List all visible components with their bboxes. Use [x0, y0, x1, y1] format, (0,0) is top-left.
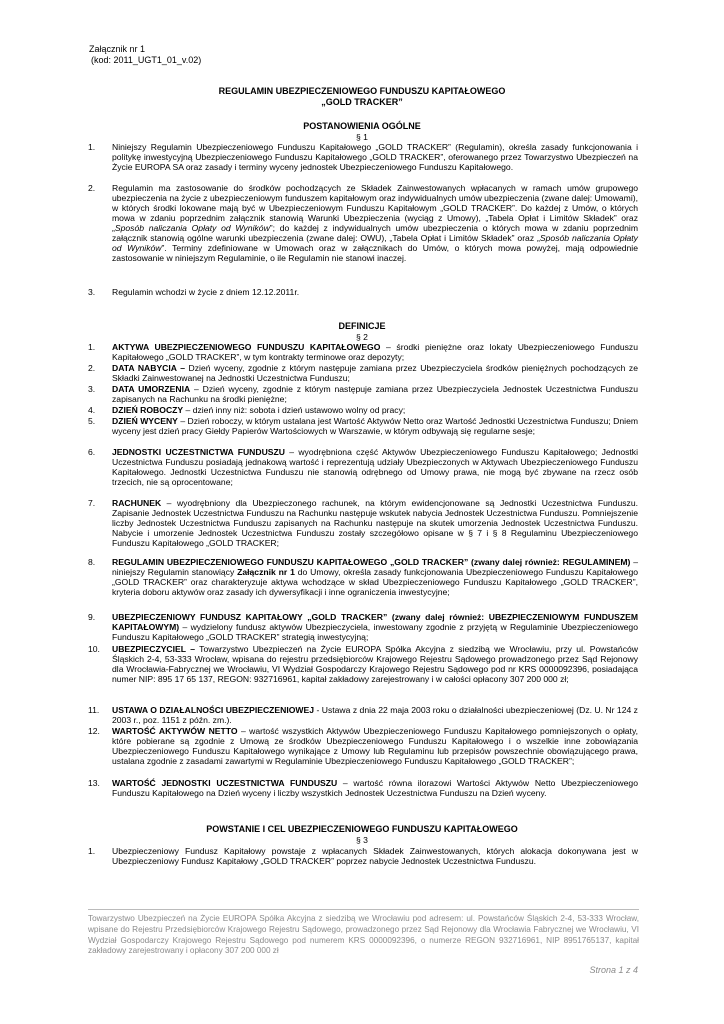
item-number: 4. — [88, 405, 96, 415]
item-number: 2. — [88, 363, 96, 373]
item-number: 1. — [88, 846, 96, 856]
definition-item-7: RACHUNEK – wyodrębniony dla Ubezpieczonego rachunek, na którym ewidencjonowane są Jednostki Uczestnictwa Funduszu. Zapisanie Jednostek Uczestnictwa Funduszu na Rachunku następuje wskutek nabycia Jednostek Uczestnictwa Funduszu. Pomniejszenie liczby Jednostek Uczestnictwa Funduszu zapisanych na Rachunku następuje na skutek umorzenia Jednostek Uczestnictwa Funduszu. Nabycie i umorzenie Jednostek Uczestnictwa Funduszu zostały szczegółowo opisane w § 7 i § 8 Regulaminu Ubezpieczeniowego Funduszu Kapitałowego „GOLD TRACKER; — [112, 498, 638, 549]
definition-item-5: DZIEŃ WYCENY – Dzień roboczy, w którym ustalana jest Wartość Aktywów Netto oraz Wartość Jednostki Uczestnictwa Funduszu; Dniem wyceny jest dzień pracy Giełdy Papierów Wartościowych w Warszawie, w którym odbywają się regularne sesje; — [112, 416, 639, 437]
attachment-header — [89, 44, 201, 66]
paragraph-mark-3: § 3 — [356, 835, 368, 845]
section-heading-definitions: DEFINICJE — [338, 321, 386, 331]
page-number: Strona 1 z 4 — [589, 965, 638, 975]
definition-item-13: WARTOŚĆ JEDNOSTKI UCZESTNICTWA FUNDUSZU – wartość równa ilorazowi Wartości Aktywów Netto Ubezpieczeniowego Funduszu Kapitałowego na Dzień wyceny i liczby wszystkich Jednostek Uczestnictwa Funduszu na Dzień wyceny. — [112, 778, 638, 799]
definition-item-3: DATA UMORZENIA – Dzień wyceny, zgodnie z którym następuje zamiana przez Ubezpieczyciela Jednostek Uczestnictwa Funduszu zapisanych na Rachunku na środki pieniężne; — [112, 384, 638, 405]
item-number: 11. — [88, 705, 100, 715]
paragraph-mark-2: § 2 — [356, 332, 368, 342]
creation-item-1: Ubezpieczeniowy Fundusz Kapitałowy powstaje z wpłacanych Składek Zainwestowanych, których alokacja dokonywana jest w Ubezpieczeniowy Fundusz Kapitałowy „GOLD TRACKER” poprzez nabycie Jednostek Uczestnictwa Funduszu. — [112, 846, 638, 867]
general-item-1: Niniejszy Regulamin Ubezpieczeniowego Funduszu Kapitałowego „GOLD TRACKER” (Regulamin), określa zasady funkcjonowania i politykę inwestycyjną Ubezpieczeniowego Funduszu Kapitałowego „GOLD TRACKER”, oferowanego przez Towarzystwo Ubezpieczeń na Życie EUROPA SA oraz zasady i terminy wyceny jednostek Ubezpieczeniowego Funduszu Kapitałowego. — [112, 142, 638, 173]
section-heading-general: POSTANOWIENIA OGÓLNE — [303, 121, 421, 131]
document-title: REGULAMIN UBEZPIECZENIOWEGO FUNDUSZU KAPITAŁOWEGO — [218, 86, 506, 96]
definition-item-6: JEDNOSTKI UCZESTNICTWA FUNDUSZU – wyodrębniona część Aktywów Ubezpieczeniowego Funduszu Kapitałowego; Jednostki Uczestnictwa Funduszu posiadają jednakową wartość i reprezentują udziały Ubezpieczonych w Aktywach Ubezpieczeniowego Funduszu Kapitałowego. Jednostki Uczestnictwa Funduszu nie stanowią odrębnego od Umowy prawa, nie mogą być zbywane na rzecz osób trzecich, nie są oprocentowane; — [112, 447, 638, 488]
item-number: 2. — [88, 183, 96, 193]
definition-item-4: DZIEŃ ROBOCZY – dzień inny niż: sobota i dzień ustawowo wolny od pracy; — [112, 405, 406, 415]
definition-item-12: WARTOŚĆ AKTYWÓW NETTO – wartość wszystkich Aktywów Ubezpieczeniowego Funduszu Kapitałowego pomniejszonych o opłaty, które pobierane są zgodnie z Umową ze środków Ubezpieczeniowego Funduszu Kapitałowego i o wszelkie inne zobowiązania Ubezpieczeniowego Funduszu Kapitałowego wynikające z Umowy lub Regulaminu lub przepisów powszechnie obowiązującego prawa, ustalana zgodnie z zasadami zawartymi w Regulaminie Ubezpieczeniowego Funduszu Kapitałowego „GOLD TRACKER”; — [112, 726, 638, 767]
footer-company-info: Towarzystwo Ubezpieczeń na Życie EUROPA Spółka Akcyjna z siedzibą we Wrocławiu pod adresem: ul. Powstańców Śląskich 2-4, 53-333 Wrocław, wpisane do Rejestru Przedsiębiorców Krajowego Rejestru Sądowego, prowadzonego przez Sąd Rejonowy dla Wrocławia Fabrycznej we Wrocławiu, VI Wydział Gospodarczy Krajowego Rejestru Sądowego pod numerem KRS 0000092396, o numerze REGON 932716961, NIP 8951765137, kapitał zakładowy zarejestrowany i opłacony 307 200 000 zł — [88, 914, 639, 956]
item-number: 10. — [88, 644, 100, 654]
definition-item-9: UBEZPIECZENIOWY FUNDUSZ KAPITAŁOWY „GOLD TRACKER” (zwany dalej również: UBEZPIECZENIOWYM FUNDUSZEM KAPITAŁOWYM) – wydzielony fundusz aktywów Ubezpieczyciela, inwestowany zgodnie z przyjętą w Regulaminie Ubezpieczeniowego Funduszu Kapitałowego „GOLD TRACKER” strategią inwestycyjną; — [112, 612, 638, 643]
item-number: 7. — [88, 498, 96, 508]
definition-item-10: UBEZPIECZYCIEL – Towarzystwo Ubezpieczeń na Życie EUROPA Spółka Akcyjna z siedzibą we Wrocławiu, przy ul. Powstańców Śląskich 2-4, 53-333 Wrocław, wpisana do rejestru przedsiębiorców Krajowego Rejestru Sądowego prowadzonego przez Sąd Rejonowy dla Wrocławia-Fabrycznej we Wrocławiu, VI Wydział Gospodarczy Krajowego Rejestru Sądowego pod nr KRS 0000092396, posiadająca numer NIP: 895 17 65 137, REGON: 932716961, kapitał zakładowy zarejestrowany i w całości opłacony 307 200 000 zł; — [112, 644, 638, 685]
item-number: 3. — [88, 287, 96, 297]
general-item-3: Regulamin wchodzi w życie z dniem 12.12.2011r. — [112, 287, 300, 297]
definition-item-1: AKTYWA UBEZPIECZENIOWEGO FUNDUSZU KAPITAŁOWEGO – środki pieniężne oraz lokaty Ubezpieczeniowego Funduszu Kapitałowego „GOLD TRACKER”, w tym kontrakty terminowe oraz depozyty; — [112, 342, 638, 363]
paragraph-mark-1: § 1 — [356, 132, 368, 142]
item-number: 9. — [88, 612, 96, 622]
attachment-label: Załącznik nr 1 — [89, 44, 146, 54]
item-number: 12. — [88, 726, 100, 736]
definition-item-8: REGULAMIN UBEZPIECZENIOWEGO FUNDUSZU KAPITAŁOWEGO „GOLD TRACKER” (zwany dalej również: REGULAMINEM) – niniejszy Regulamin stanowiący Załącznik nr 1 do Umowy, określa zasady funkcjonowania Ubezpieczeniowego Funduszu Kapitałowego „GOLD TRACKER” oraz charakteryzuje aktywa wchodzące w skład Ubezpieczeniowego Funduszu Kapitałowego „GOLD TRACKER”, kryteria doboru aktywów oraz zasady ich dywersyfikacji i inne ograniczenia inwestycyjne; — [112, 557, 639, 598]
definition-item-11: USTAWA O DZIAŁALNOŚCI UBEZPIECZENIOWEJ - Ustawa z dnia 22 maja 2003 roku o działalności ubezpieczeniowej (Dz. U. Nr 124 z 2003 r., poz. 1151 z późn. zm.). — [112, 705, 638, 726]
item-number: 5. — [88, 416, 96, 426]
definition-item-2: DATA NABYCIA – Dzień wyceny, zgodnie z którym następuje zamiana przez Ubezpieczyciela środków pieniężnych pochodzących ze Składki Zainwestowanej na Jednostki Uczestnictwa Funduszu; — [112, 363, 638, 384]
footer-divider — [88, 909, 639, 910]
item-number: 6. — [88, 447, 96, 457]
item-number: 13. — [88, 778, 100, 788]
item-number: 3. — [88, 384, 96, 394]
document-title-fund-name: „GOLD TRACKER” — [321, 97, 403, 107]
general-item-2: Regulamin ma zastosowanie do środków pochodzących ze Składek Zainwestowanych wpłacanych w ramach umów grupowego ubezpieczenia na życie z ubezpieczeniowym funduszem kapitałowym oraz indywidualnych umów ubezpieczenia (zwane dalej: Umowami), w których środki lokowane mają być w Ubezpieczeniowym Funduszu Kapitałowym „GOLD TRACKER”. Do każdej z Umów, o których mowa w zdaniu poprzednim załącznik stanowią Warunki Ubezpieczenia (wyciąg z Umowy), „Tabela Opłat i Limitów Składek” oraz „Sposób naliczania Opłaty od Wyników”; do każdej z indywidualnych umów ubezpieczenia o których mowa w zdaniu poprzednim załącznik stanowią ogólne warunki ubezpieczenia (zwane dalej: OWU), „Tabela Opłat i Limitów Składek” oraz „Sposób naliczania Opłaty od Wyników”. Terminy zdefiniowane w Umowach oraz w załącznikach do Umów, o których mowa powyżej, mają odpowiednie zastosowanie w niniejszym Regulaminie, o ile Regulamin nie stanowi inaczej. — [112, 183, 638, 264]
item-number: 1. — [88, 342, 96, 352]
item-number: 1. — [88, 142, 96, 152]
section-heading-creation: POWSTANIE I CEL UBEZPIECZENIOWEGO FUNDUSZU KAPITAŁOWEGO — [206, 824, 518, 834]
document-code: (kod: 2011_UGT1_01_v.02) — [91, 55, 202, 65]
item-number: 8. — [88, 557, 96, 567]
